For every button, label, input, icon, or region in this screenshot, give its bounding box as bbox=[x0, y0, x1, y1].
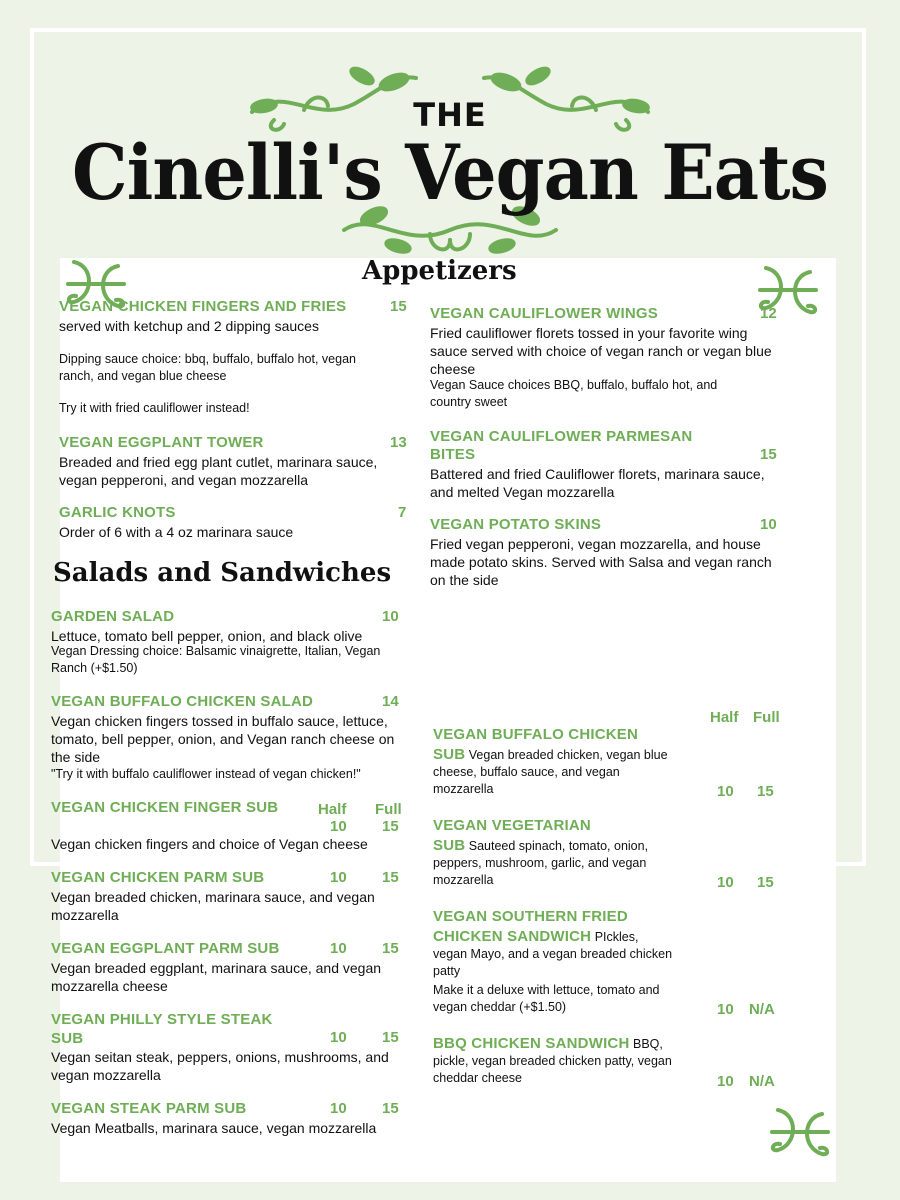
item-name: VEGAN CHICKEN PARM SUB bbox=[51, 869, 265, 886]
item-name: BBQ CHICKEN SANDWICH bbox=[433, 1035, 630, 1052]
item-desc: Vegan seitan steak, peppers, onions, mushrooms, and vegan mozzarella bbox=[51, 1049, 389, 1083]
item-desc: Breaded and fried egg plant cutlet, marinara sauce, vegan pepperoni, and vegan mozzarella bbox=[59, 454, 378, 488]
full-price: 15 bbox=[382, 818, 399, 835]
item-price: 7 bbox=[398, 504, 407, 521]
item-name: VEGAN PHILLY STYLE STEAK SUB bbox=[51, 1011, 273, 1047]
item-desc: served with ketchup and 2 dipping sauces bbox=[59, 318, 319, 334]
item-note: Make it a deluxe with lettuce, tomato and vegan cheddar (+$1.50) bbox=[433, 983, 660, 1014]
item-note: Try it with fried cauliflower instead! bbox=[59, 401, 250, 415]
item-desc: Battered and fried Cauliflower florets, marinara sauce, and melted Vegan mozzarella bbox=[430, 466, 765, 500]
item-name: CHICKEN SANDWICH bbox=[433, 928, 592, 945]
item-desc: Vegan breaded eggplant, marinara sauce, and vegan mozzarella cheese bbox=[51, 960, 382, 994]
item-desc-text: Sauteed spinach, tomato, onion, peppers, mushroom, garlic, and vegan mozzarella bbox=[433, 839, 649, 887]
item-name: VEGAN EGGPLANT PARM SUB bbox=[51, 940, 280, 957]
item-name: VEGAN BUFFALO CHICKEN SALAD bbox=[51, 693, 314, 710]
item-desc: Lettuce, tomato bell pepper, onion, and black olive bbox=[51, 628, 363, 644]
item-price: 13 bbox=[390, 434, 407, 451]
item-desc: Vegan breaded chicken, marinara sauce, and vegan mozzarella bbox=[51, 889, 375, 923]
half-price: 10 bbox=[330, 940, 347, 957]
item-name: VEGAN BUFFALO CHICKEN bbox=[433, 726, 639, 743]
full-header: Full bbox=[375, 801, 402, 818]
item-name: VEGAN VEGETARIAN bbox=[433, 817, 591, 834]
half-price: 10 bbox=[330, 818, 347, 835]
item-name: GARLIC KNOTS bbox=[59, 504, 176, 521]
item-desc bbox=[433, 746, 683, 798]
full-price: 15 bbox=[382, 869, 399, 886]
full-price: 15 bbox=[757, 874, 774, 891]
half-price: 10 bbox=[717, 1073, 734, 1090]
item-desc-text: BBQ, pickle, vegan breaded chicken patty, vegan cheddar cheese bbox=[433, 1037, 672, 1085]
item-desc-text: Vegan breaded chicken, vegan blue cheese, buffalo sauce, and vegan mozzarella bbox=[433, 748, 668, 796]
item-name: VEGAN CHICKEN FINGER SUB bbox=[51, 799, 279, 816]
full-price: 15 bbox=[382, 940, 399, 957]
item-note: Vegan Sauce choices BBQ, buffalo, buffalo hot, and country sweet bbox=[430, 378, 718, 409]
item-desc: Fried cauliflower florets tossed in your favorite wing sauce served with choice of vegan ranch or vegan blue cheese bbox=[430, 325, 772, 377]
item-note: Dipping sauce choice: bbq, buffalo, buffalo hot, vegan ranch, and vegan blue cheese bbox=[59, 352, 356, 383]
item-name: GARDEN SALAD bbox=[51, 608, 175, 625]
restaurant-title: Cinelli's Vegan Eats bbox=[72, 128, 828, 217]
item-price: 15 bbox=[760, 446, 777, 463]
half-price: 10 bbox=[717, 783, 734, 800]
title-the: THE bbox=[413, 96, 487, 134]
item-name: VEGAN CAULIFLOWER WINGS bbox=[430, 305, 658, 322]
item-desc bbox=[433, 1035, 683, 1087]
item-desc: Fried vegan pepperoni, vegan mozzarella, and house made potato skins. Served with Salsa and vegan ranch on the side bbox=[430, 536, 772, 588]
item-note: Vegan Dressing choice: Balsamic vinaigrette, Italian, Vegan Ranch (+$1.50) bbox=[51, 644, 381, 675]
full-price: 15 bbox=[757, 783, 774, 800]
appetizers-heading: Appetizers bbox=[362, 256, 517, 286]
item-desc bbox=[433, 837, 683, 889]
half-header: Half bbox=[710, 709, 739, 726]
half-price: 10 bbox=[330, 1100, 347, 1117]
item-desc bbox=[433, 928, 673, 980]
half-header: Half bbox=[318, 801, 347, 818]
item-name: VEGAN CHICKEN FINGERS AND FRIES bbox=[59, 298, 347, 315]
full-price: N/A bbox=[749, 1073, 775, 1090]
item-name: SUB bbox=[433, 746, 466, 763]
half-price: 10 bbox=[330, 1029, 347, 1046]
item-note: "Try it with buffalo cauliflower instead of vegan chicken!" bbox=[51, 767, 361, 781]
half-price: 10 bbox=[330, 869, 347, 886]
item-name: VEGAN EGGPLANT TOWER bbox=[59, 434, 264, 451]
swirl-ornament-bottom-right-icon bbox=[768, 1104, 832, 1160]
item-name: VEGAN POTATO SKINS bbox=[430, 516, 602, 533]
salads-heading: Salads and Sandwiches bbox=[53, 558, 392, 588]
item-price: 14 bbox=[382, 693, 399, 710]
full-price: 15 bbox=[382, 1029, 399, 1046]
item-desc: Order of 6 with a 4 oz marinara sauce bbox=[59, 524, 294, 540]
item-desc: Vegan Meatballs, marinara sauce, vegan mozzarella bbox=[51, 1120, 377, 1136]
item-price: 15 bbox=[390, 298, 407, 315]
item-price: 10 bbox=[382, 608, 399, 625]
item-desc-text: PIckles, vegan Mayo, and a vegan breaded chicken patty bbox=[433, 930, 673, 978]
item-price: 12 bbox=[760, 305, 777, 322]
full-price: N/A bbox=[749, 1001, 775, 1018]
full-price: 15 bbox=[382, 1100, 399, 1117]
item-name: VEGAN STEAK PARM SUB bbox=[51, 1100, 247, 1117]
item-desc: Vegan chicken fingers tossed in buffalo sauce, lettuce, tomato, bell pepper, onion, and Vegan ranch cheese on the side bbox=[51, 713, 395, 765]
item-name: SUB bbox=[433, 837, 466, 854]
item-desc: Vegan chicken fingers and choice of Vegan cheese bbox=[51, 836, 368, 852]
half-price: 10 bbox=[717, 874, 734, 891]
half-price: 10 bbox=[717, 1001, 734, 1018]
full-header: Full bbox=[753, 709, 780, 726]
item-name: VEGAN SOUTHERN FRIED bbox=[433, 908, 628, 925]
item-price: 10 bbox=[760, 516, 777, 533]
item-name: VEGAN CAULIFLOWER PARMESAN BITES bbox=[430, 428, 693, 463]
